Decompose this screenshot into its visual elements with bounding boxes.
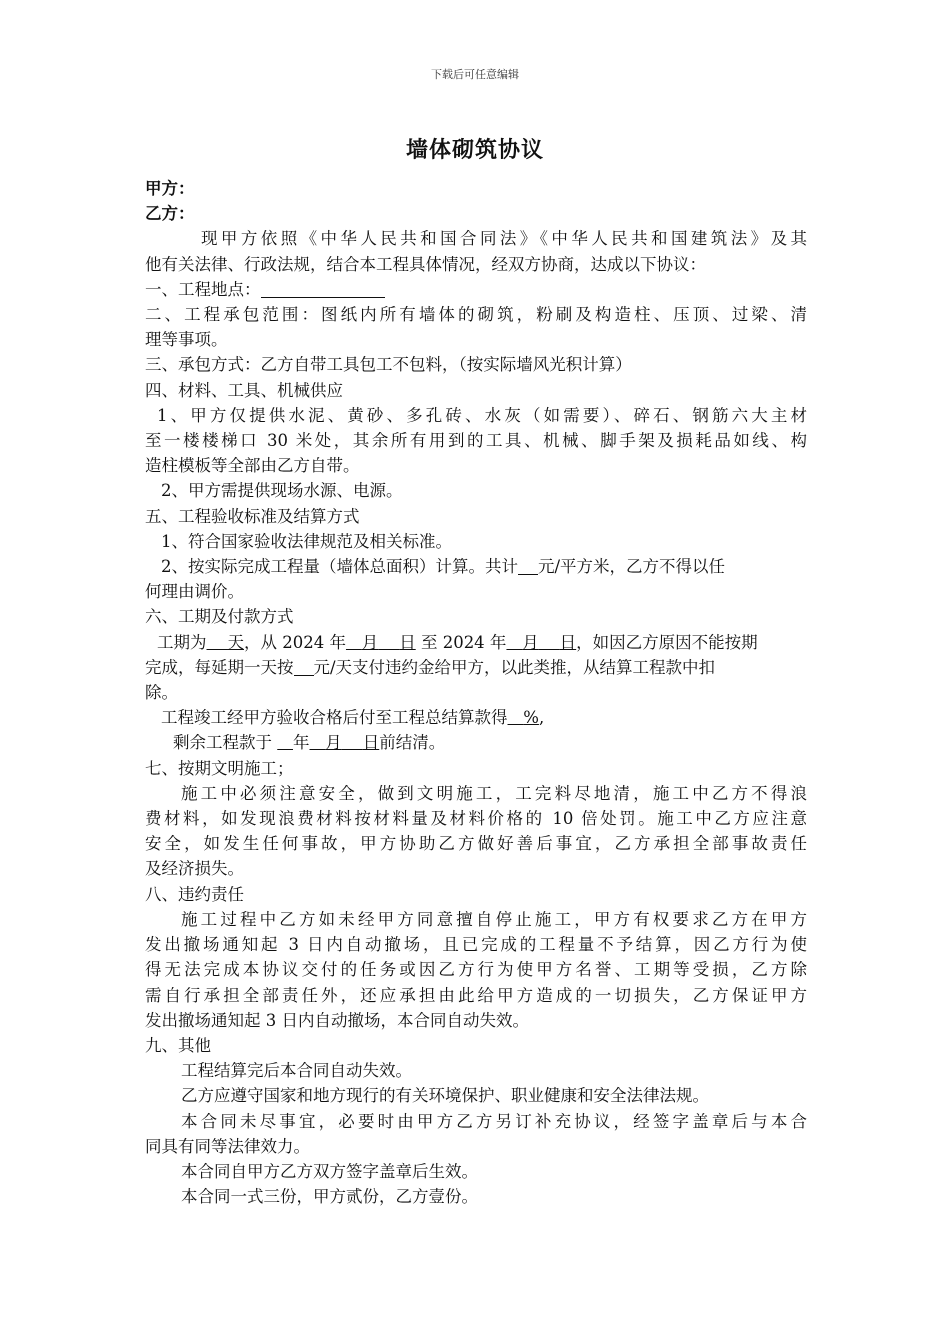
remaining-month-day — [310, 733, 380, 752]
start-month-day — [346, 633, 416, 652]
section-6-remaining-line — [145, 730, 807, 755]
remaining-month: 月 — [325, 733, 342, 753]
section-8-line-2: 发出撤场通知起 3 日内自动撤场，且已完成的工程量不予结算，因乙方行为使 — [145, 935, 807, 955]
intro-line-1: 现甲方依照《中华人民共和国合同法》《中华人民共和国建筑法》及其 — [201, 229, 807, 249]
section-8-heading: 八、违约责任 — [145, 884, 244, 904]
section-4-item-1-line-3: 造柱模板等全部由乙方自带。 — [145, 456, 360, 476]
section-2-line-2: 理等事项。 — [145, 330, 228, 350]
payment-percent — [508, 708, 539, 727]
party-b-line: 乙方： — [145, 204, 195, 224]
section-4-item-2: 2、甲方需提供现场水源、电源。 — [161, 481, 403, 501]
section-2-line-1: 二、工程承包范围：图纸内所有墙体的砌筑，粉刷及构造柱、压顶、过梁、清 — [145, 305, 807, 325]
section-1-line — [145, 277, 807, 302]
remaining-text-e: 前结清。 — [379, 733, 446, 753]
section-6-duration-line-3: 除。 — [145, 683, 178, 703]
remaining-text-a: 剩余工程款于 — [173, 733, 278, 753]
section-6-duration-line-2 — [145, 655, 807, 680]
section-9-item-2: 乙方应遵守国家和地方现行的有关环境保护、职业健康和安全法律法规。 — [181, 1086, 709, 1106]
unit-price-blank — [518, 556, 538, 575]
section-9-item-1: 工程结算完后本合同自动失效。 — [181, 1061, 412, 1081]
section-5-item-2-line-1 — [145, 554, 807, 579]
duration-days — [207, 633, 244, 652]
section-9-item-3-line-2: 同具有同等法律效力。 — [145, 1136, 310, 1156]
payment-text: 工程竣工经甲方验收合格后付至工程总结算款得 — [161, 708, 508, 728]
end-month-day — [506, 633, 576, 652]
remaining-year-label: 年 — [293, 733, 310, 753]
remaining-day: 日 — [362, 733, 380, 753]
penalty-text-a: 完成，每延期一天按 — [145, 657, 294, 677]
intro-line-2: 他有关法律、行政法规，结合本工程具体情况，经双方协商，达成以下协议： — [145, 254, 706, 274]
document-title: 墙体砌筑协议 — [405, 138, 544, 163]
section-1-label: 一、工程地点： — [145, 279, 261, 299]
section-5-item-1: 1、符合国家验收法律规范及相关标准。 — [161, 531, 452, 551]
section-7-line-3: 安全，如发生任何事故，甲方协助乙方做好善后事宜，乙方承担全部事故责任 — [145, 834, 807, 854]
section-4-item-1-line-1: 1、甲方仅提供水泥、黄砂、多孔砖、水灰（如需要）、碎石、钢筋六大主材 — [157, 405, 807, 425]
end-day: 日 — [559, 632, 577, 652]
section-5-item-2-text-a: 2、按实际完成工程量（墙体总面积）计算。共计 — [161, 557, 518, 577]
days-unit: 天 — [227, 632, 244, 652]
header-note: 下载后可任意编辑 — [431, 68, 519, 81]
section-6-heading: 六、工期及付款方式 — [145, 607, 294, 627]
duration-text-a: 工期为 — [157, 632, 207, 652]
start-month: 月 — [361, 632, 379, 652]
duration-text-i: ，如因乙方原因不能按期 — [576, 632, 758, 652]
start-year-text: ，从 2024 年 — [243, 632, 346, 652]
section-7-heading: 七、按期文明施工； — [145, 758, 294, 778]
end-month: 月 — [522, 632, 539, 652]
section-3-line: 三、承包方式：乙方自带工具包工不包料，（按实际墙风光积计算） — [145, 355, 632, 375]
section-9-heading: 九、其他 — [145, 1035, 211, 1055]
section-4-heading: 四、材料、工具、机械供应 — [145, 380, 343, 400]
payment-comma: , — [538, 708, 545, 728]
section-9-item-5: 本合同一式三份，甲方贰份，乙方壹份。 — [181, 1187, 478, 1207]
location-blank — [261, 279, 385, 298]
section-7-line-4: 及经济损失。 — [145, 859, 244, 879]
end-year-text: 至 2024 年 — [415, 632, 507, 652]
party-a-line: 甲方： — [145, 179, 195, 198]
section-4-item-1-line-2: 至一楼楼梯口 30 米处，其余所有用到的工具、机械、脚手架及损耗品如线、构 — [145, 431, 807, 451]
section-8-line-3: 得无法完成本协议交付的任务或因乙方行为使甲方名誉、工期等受损，乙方除 — [145, 960, 807, 980]
section-6-duration-line-1 — [145, 630, 807, 655]
remaining-year — [277, 733, 293, 752]
section-9-item-4: 本合同自甲方乙方双方签字盖章后生效。 — [181, 1161, 478, 1181]
section-7-line-1: 施工中必须注意安全，做到文明施工，工完料尽地清，施工中乙方不得浪 — [181, 783, 807, 803]
section-8-line-5: 发出撤场通知起 3 日内自动撤场，本合同自动失效。 — [145, 1010, 529, 1030]
section-8-line-1: 施工过程中乙方如未经甲方同意擅自停止施工，甲方有权要求乙方在甲方 — [181, 909, 807, 929]
percent-sign: % — [523, 708, 539, 728]
section-6-payment-line — [145, 705, 807, 730]
section-5-item-2-line-2: 何理由调价。 — [145, 582, 244, 602]
section-8-line-4: 需自行承担全部责任外，还应承担由此给甲方造成的一切损失，乙方保证甲方 — [145, 985, 807, 1005]
section-5-item-2-text-b: 元/平方米，乙方不得以任 — [538, 557, 726, 577]
section-9-item-3-line-1: 本合同未尽事宜，必要时由甲方乙方另订补充协议，经签字盖章后与本合 — [181, 1111, 807, 1131]
start-day: 日 — [399, 632, 416, 652]
document-body — [145, 176, 807, 1209]
section-5-heading: 五、工程验收标准及结算方式 — [145, 506, 360, 526]
penalty-blank — [294, 657, 314, 676]
section-7-line-2: 费材料，如发现浪费材料按材料量及材料价格的 10 倍处罚。施工中乙方应注意 — [145, 809, 807, 829]
penalty-text-b: 元/天支付违约金给甲方，以此类推，从结算工程款中扣 — [313, 657, 716, 677]
